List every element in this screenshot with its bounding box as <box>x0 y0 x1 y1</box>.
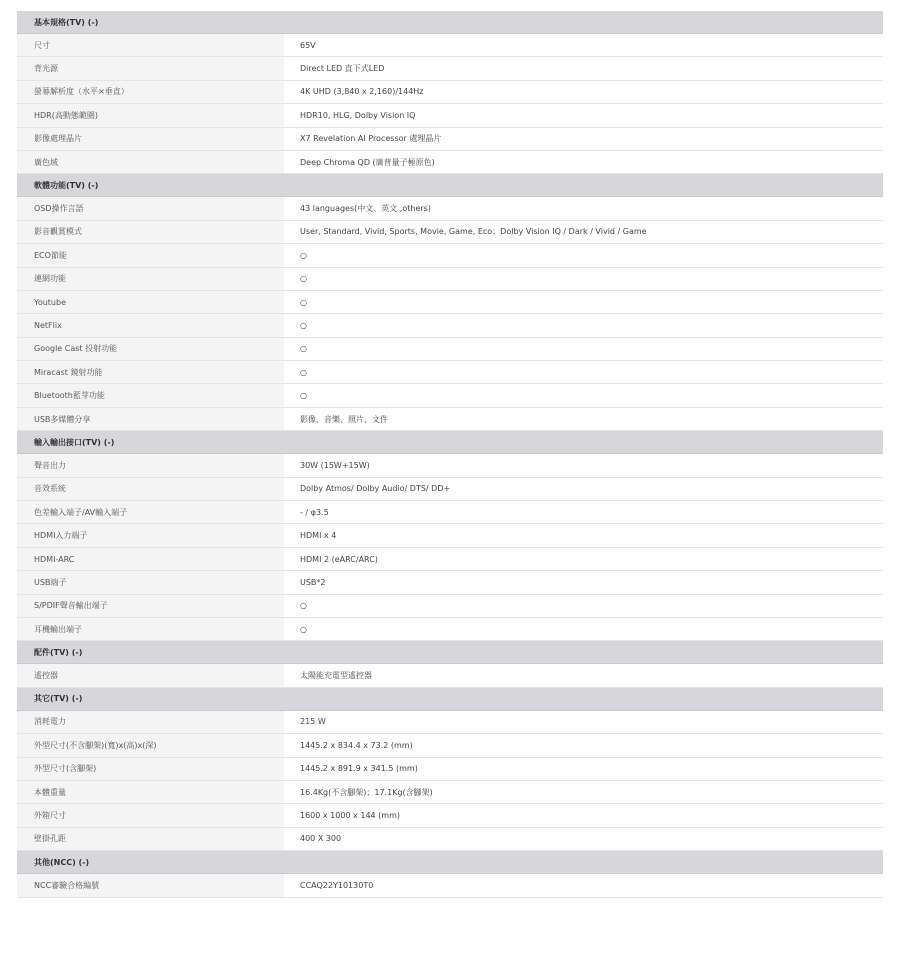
spec-label: HDMI入力端子 <box>17 524 284 546</box>
spec-label: 廣色域 <box>17 151 284 173</box>
spec-value: 400 X 300 <box>284 828 883 850</box>
spec-value: X7 Revelation AI Processor 處理晶片 <box>284 128 883 150</box>
spec-label: OSD操作言語 <box>17 197 284 219</box>
spec-row <box>17 618 883 641</box>
spec-value: User, Standard, Vivid, Sports, Movie, Game, Eco；Dolby Vision IQ / Dark / Vivid / Game <box>284 221 883 243</box>
section-header[interactable]: 軟體功能(TV) (-) <box>17 174 883 197</box>
spec-value: 4K UHD (3,840 x 2,160)/144Hz <box>284 81 883 103</box>
spec-label: Bluetooth藍芽功能 <box>17 384 284 406</box>
spec-value: CCAQ22Y10130T0 <box>284 874 883 896</box>
spec-value: ○ <box>284 268 883 290</box>
spec-row <box>17 478 883 501</box>
spec-row <box>17 314 883 337</box>
spec-row <box>17 734 883 757</box>
spec-label: 聲音出力 <box>17 454 284 476</box>
spec-row <box>17 151 883 174</box>
spec-value: 1445.2 x 834.4 x 73.2 (mm) <box>284 734 883 756</box>
spec-section <box>17 641 883 687</box>
spec-label: 尺寸 <box>17 34 284 56</box>
spec-value: ○ <box>284 244 883 266</box>
spec-row <box>17 104 883 127</box>
spec-label: HDMI-ARC <box>17 548 284 570</box>
spec-value: Direct LED 直下式LED <box>284 57 883 79</box>
spec-label: Google Cast 投射功能 <box>17 338 284 360</box>
spec-section <box>17 11 883 174</box>
spec-value: HDMI x 4 <box>284 524 883 546</box>
spec-row <box>17 571 883 594</box>
spec-label: 壁掛孔距 <box>17 828 284 850</box>
spec-row <box>17 384 883 407</box>
spec-row <box>17 758 883 781</box>
spec-value: HDMI 2 (eARC/ARC) <box>284 548 883 570</box>
spec-label: 影音觀賞模式 <box>17 221 284 243</box>
spec-section <box>17 174 883 431</box>
spec-value: 1600 x 1000 x 144 (mm) <box>284 804 883 826</box>
spec-value: Deep Chroma QD (廣普量子極原色) <box>284 151 883 173</box>
section-header[interactable]: 輸入輸出接口(TV) (-) <box>17 431 883 454</box>
spec-value: 影像、音樂、照片、文件 <box>284 408 883 430</box>
spec-value: ○ <box>284 618 883 640</box>
spec-label: 音效系統 <box>17 478 284 500</box>
spec-label: 耳機輸出端子 <box>17 618 284 640</box>
spec-section <box>17 431 883 641</box>
spec-row <box>17 781 883 804</box>
spec-row <box>17 57 883 80</box>
spec-label: 外箱尺寸 <box>17 804 284 826</box>
spec-label: 遙控器 <box>17 664 284 686</box>
spec-value: ○ <box>284 338 883 360</box>
spec-row <box>17 524 883 547</box>
spec-section <box>17 688 883 851</box>
spec-row <box>17 34 883 57</box>
spec-value: ○ <box>284 595 883 617</box>
spec-row <box>17 711 883 734</box>
spec-row <box>17 361 883 384</box>
spec-value: ○ <box>284 291 883 313</box>
spec-value: 65V <box>284 34 883 56</box>
section-header[interactable]: 其它(TV) (-) <box>17 688 883 711</box>
spec-value: ○ <box>284 384 883 406</box>
spec-table <box>17 11 883 898</box>
spec-row <box>17 244 883 267</box>
spec-value: 16.4Kg(不含腳架)；17.1Kg(含腳架) <box>284 781 883 803</box>
spec-value: Dolby Atmos/ Dolby Audio/ DTS/ DD+ <box>284 478 883 500</box>
spec-label: 外型尺寸(含腳架) <box>17 758 284 780</box>
spec-value: 215 W <box>284 711 883 733</box>
spec-value: ○ <box>284 314 883 336</box>
spec-label: NetFlix <box>17 314 284 336</box>
spec-row <box>17 291 883 314</box>
spec-label: HDR(高動態範圍) <box>17 104 284 126</box>
spec-value: 30W (15W+15W) <box>284 454 883 476</box>
spec-label: 外型尺寸(不含腳架)(寬)x(高)x(深) <box>17 734 284 756</box>
spec-label: S/PDIF聲音輸出端子 <box>17 595 284 617</box>
spec-row <box>17 664 883 687</box>
spec-row <box>17 804 883 827</box>
spec-label: 色差輸入端子/AV輸入端子 <box>17 501 284 523</box>
spec-row <box>17 874 883 897</box>
spec-row <box>17 338 883 361</box>
spec-row <box>17 221 883 244</box>
spec-label: USB多媒體分享 <box>17 408 284 430</box>
spec-value: HDR10, HLG, Dolby Vision IQ <box>284 104 883 126</box>
spec-row <box>17 828 883 851</box>
spec-label: 螢幕解析度（水平×垂直） <box>17 81 284 103</box>
section-header[interactable]: 配件(TV) (-) <box>17 641 883 664</box>
spec-row <box>17 595 883 618</box>
section-header[interactable]: 基本規格(TV) (-) <box>17 11 883 34</box>
spec-label: 背光源 <box>17 57 284 79</box>
spec-label: 連網功能 <box>17 268 284 290</box>
spec-row <box>17 197 883 220</box>
spec-row <box>17 268 883 291</box>
spec-value: 43 languages(中文、英文 ,others) <box>284 197 883 219</box>
spec-label: 本體重量 <box>17 781 284 803</box>
spec-value: 1445.2 x 891.9 x 341.5 (mm) <box>284 758 883 780</box>
spec-row <box>17 408 883 431</box>
spec-row <box>17 548 883 571</box>
spec-label: 影像處理晶片 <box>17 128 284 150</box>
spec-label: 消耗電力 <box>17 711 284 733</box>
spec-row <box>17 501 883 524</box>
spec-row <box>17 81 883 104</box>
spec-section <box>17 851 883 897</box>
spec-value: USB*2 <box>284 571 883 593</box>
spec-label: Youtube <box>17 291 284 313</box>
spec-value: - / φ3.5 <box>284 501 883 523</box>
spec-value: ○ <box>284 361 883 383</box>
spec-value: 太陽能充電型遙控器 <box>284 664 883 686</box>
spec-label: USB端子 <box>17 571 284 593</box>
spec-label: Miracast 鏡射功能 <box>17 361 284 383</box>
spec-row <box>17 128 883 151</box>
spec-label: ECO節能 <box>17 244 284 266</box>
spec-row <box>17 454 883 477</box>
section-header[interactable]: 其他(NCC) (-) <box>17 851 883 874</box>
spec-label: NCC審驗合格編號 <box>17 874 284 896</box>
